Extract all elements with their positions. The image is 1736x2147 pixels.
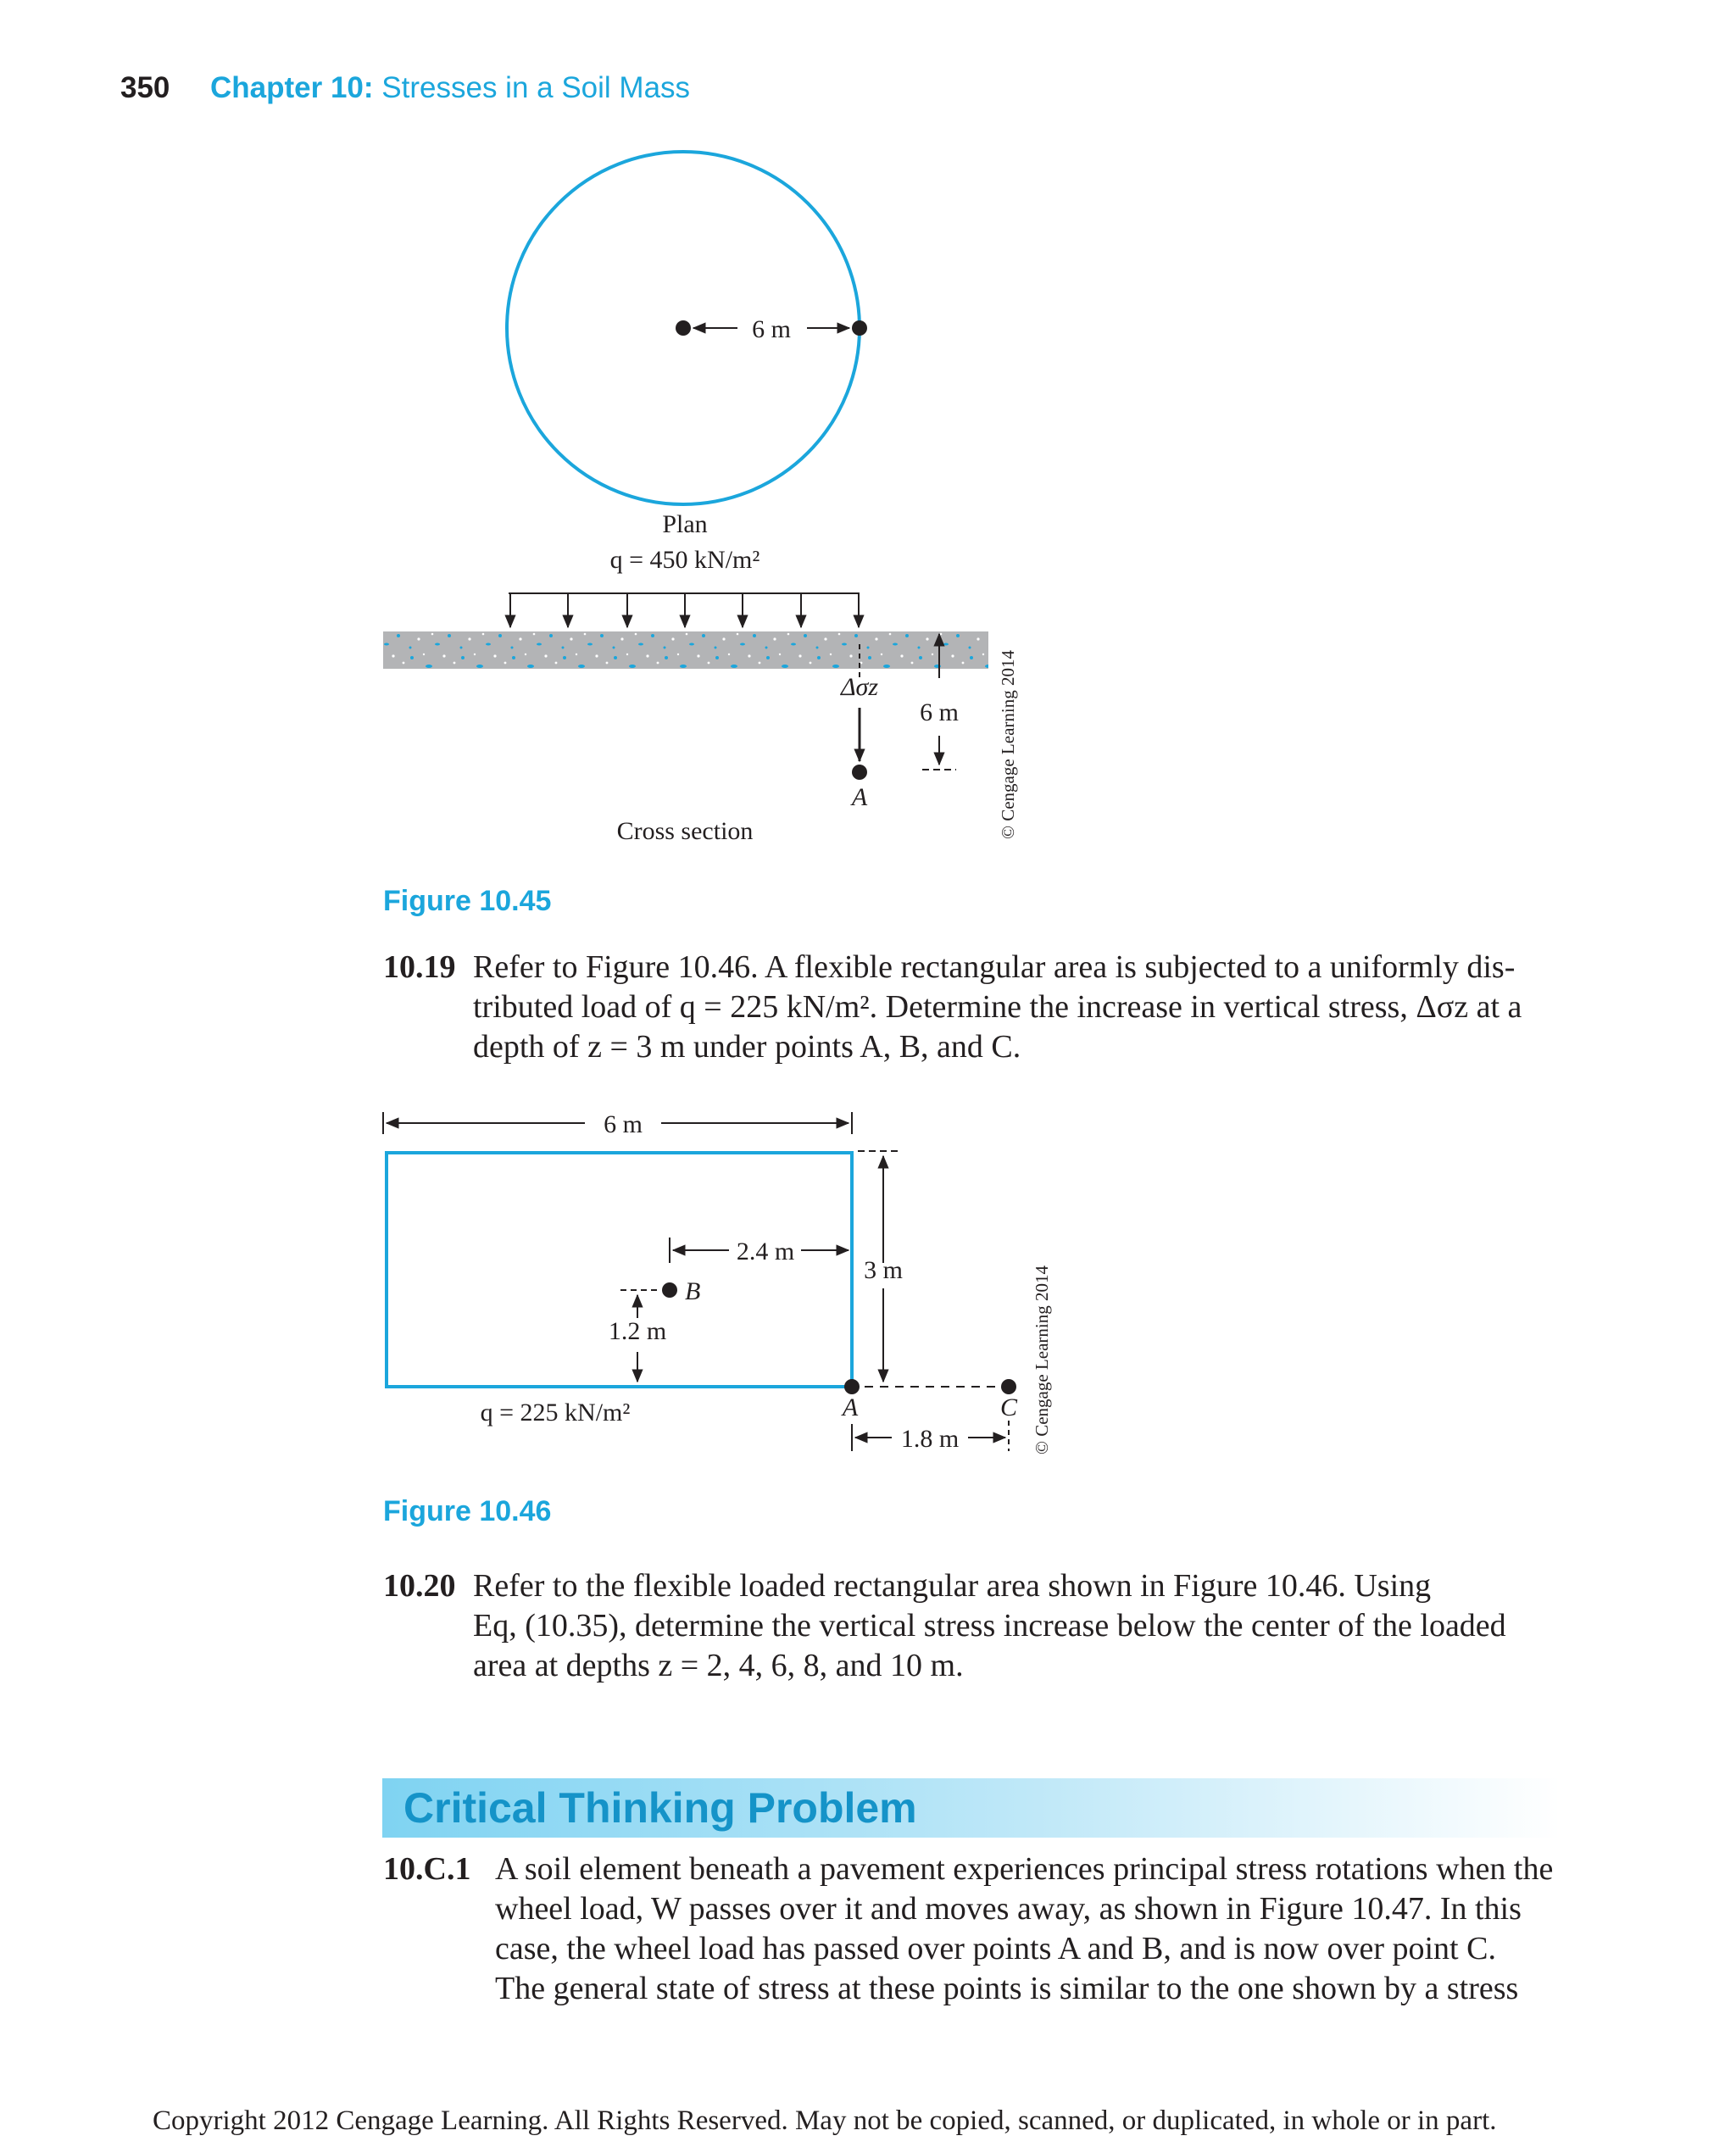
- load-label-450: q = 450 kN/m²: [609, 546, 760, 574]
- width-label: 6 m: [604, 1110, 643, 1138]
- chapter-title: Stresses in a Soil Mass: [381, 71, 691, 104]
- point-a: [844, 1379, 860, 1394]
- b-y-label: 1.2 m: [608, 1317, 667, 1345]
- problem-line: tributed load of q = 225 kN/m². Determine the increase in vertical stress, Δσz at a: [473, 989, 1522, 1025]
- figure-10-46: [383, 1110, 1052, 1527]
- problem-number: 10.20: [383, 1568, 456, 1604]
- edge-point: [852, 320, 867, 336]
- point-a-section: [852, 765, 867, 780]
- footer-copyright: Copyright 2012 Cengage Learning. All Rights Reserved. May not be copied, scanned, or duplicated, in whole or in part.: [153, 2105, 1497, 2136]
- point-b: [662, 1282, 677, 1298]
- problem-line: Refer to Figure 10.46. A flexible rectangular area is subjected to a uniformly dis-: [473, 949, 1516, 985]
- b-x-label: 2.4 m: [736, 1238, 795, 1265]
- problem-line: case, the wheel load has passed over points A and B, and is now over point C.: [495, 1931, 1496, 1966]
- problem-10-20: [383, 1566, 1570, 1694]
- figure-10-45: [383, 152, 1018, 917]
- copyright-vertical-2: © Cengage Learning 2014: [1032, 1265, 1052, 1455]
- point-a-label-section: A: [851, 783, 868, 811]
- soil-strip: [383, 631, 988, 669]
- point-c-label: C: [999, 1393, 1018, 1421]
- c-offset-label: 1.8 m: [900, 1425, 960, 1453]
- loaded-rectangle: [387, 1153, 852, 1387]
- problem-line: Eq, (10.35), determine the vertical stress increase below the center of the loaded: [473, 1608, 1506, 1644]
- problem-number: 10.C.1: [383, 1851, 471, 1887]
- page-number: 350: [120, 71, 170, 104]
- problem-line: Refer to the flexible loaded rectangular area shown in Figure 10.46. Using: [473, 1568, 1432, 1604]
- point-b-label: B: [685, 1277, 701, 1305]
- chapter-label: Chapter 10:: [210, 71, 374, 104]
- problem-10-c-1: [383, 1849, 1587, 2019]
- problem-line: depth of z = 3 m under points A, B, and C.: [473, 1029, 1021, 1065]
- center-point: [676, 320, 691, 336]
- problem-number: 10.19: [383, 949, 456, 985]
- problem-line: A soil element beneath a pavement experiences principal stress rotations when the: [495, 1851, 1554, 1887]
- delta-sigma-label: Δσz: [840, 673, 879, 701]
- problem-line: area at depths z = 2, 4, 6, 8, and 10 m.: [473, 1648, 964, 1683]
- point-a-label: A: [842, 1393, 859, 1421]
- depth-label: 6 m: [920, 698, 959, 726]
- figure-10-45-caption: Figure 10.45: [383, 885, 552, 917]
- radius-label: 6 m: [752, 315, 791, 343]
- load-label-225: q = 225 kN/m²: [480, 1399, 631, 1427]
- copyright-vertical-1: © Cengage Learning 2014: [998, 650, 1018, 839]
- plan-label: Plan: [662, 510, 708, 538]
- height-label: 3 m: [864, 1256, 903, 1284]
- critical-thinking-title: Critical Thinking Problem: [403, 1784, 917, 1832]
- cross-section-label: Cross section: [616, 817, 754, 845]
- problem-10-19: [383, 948, 1570, 1075]
- load-arrows: [510, 593, 859, 627]
- problem-line: The general state of stress at these points is similar to the one shown by a stress: [495, 1971, 1519, 2006]
- problem-line: wheel load, W passes over it and moves away, as shown in Figure 10.47. In this: [495, 1891, 1522, 1927]
- point-c: [1001, 1379, 1016, 1394]
- figure-10-46-caption: Figure 10.46: [383, 1495, 552, 1527]
